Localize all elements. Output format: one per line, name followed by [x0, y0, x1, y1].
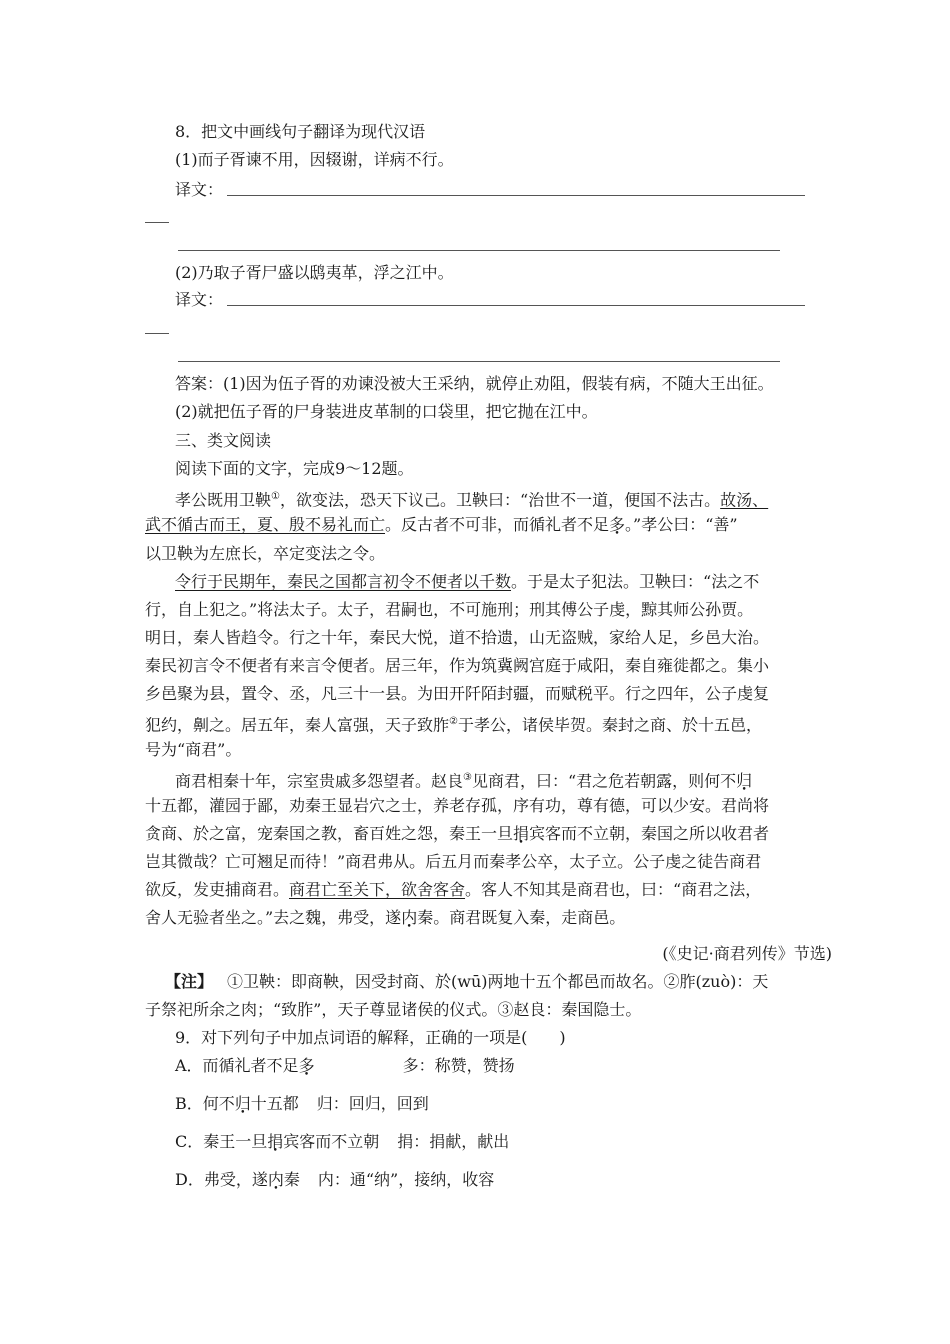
answer-2: (2)就把伍子胥的尸身装进皮革制的口袋里，把它抛在江中。: [175, 402, 598, 421]
passage-p1-line-2: 武不循古而王，夏、殷不易礼而亡。反古者不可非，而循礼者不足多。”孝公曰：“善”: [145, 515, 738, 534]
note-label: 【注】: [165, 972, 214, 991]
answer-line[interactable]: [178, 250, 780, 251]
passage-p2-line-5: 乡邑聚为县，置令、丞，凡三十一县。为田开阡陌封疆，而赋税平。行之四年，公子虔复: [145, 684, 770, 703]
translation-label-2: 译文：: [175, 290, 224, 309]
passage-source: (《史记·商君列传》节选): [662, 944, 832, 963]
dotted-word: 内: [401, 908, 418, 927]
q9-title: 9．对下列句子中加点词语的解释，正确的一项是( ): [175, 1028, 566, 1047]
q9-option-c: C．秦王一旦捐宾客而不立朝 捐：捐献，献出: [175, 1132, 510, 1151]
passage-p3-line-6: 舍人无验者坐之。”去之魏，弗受，遂内秦。商君既复入秦，走商邑。: [145, 908, 626, 927]
q9-option-a: A．而循礼者不足多 多：称赞，赞扬: [175, 1056, 515, 1075]
dotted-word: 多: [609, 515, 626, 534]
passage-p2-line-1: 令行于民期年，秦民之国都言初令不便者以千数。于是太子犯法。卫鞅曰：“法之不: [175, 572, 760, 591]
answer-line[interactable]: [227, 195, 805, 196]
passage-p2-line-3: 明日，秦人皆趋令。行之十年，秦民大悦，道不拾遗，山无盗贼，家给人足，乡邑大治。: [145, 628, 770, 647]
passage-p2-line-6: 犯约，劓之。居五年，秦人富强，天子致胙②于孝公，诸侯毕贺。秦封之商、於十五邑，: [145, 715, 762, 735]
q9-option-b: B．何不归十五都 归：回归，回到: [175, 1094, 429, 1113]
note-line-1: 【注】 ①卫鞅：即商鞅，因受封商、於(wū)两地十五个都邑而故名。②胙(zuò)：天: [165, 972, 769, 991]
answer-line[interactable]: [178, 361, 780, 362]
passage-p3-line-3: 贪商、於之富，宠秦国之教，畜百姓之怨，秦王一旦捐宾客而不立朝，秦国之所以收君者: [145, 824, 770, 843]
dotted-word: 归: [234, 1094, 251, 1113]
passage-p1-line-1: 孝公既用卫鞅①，欲变法，恐天下议己。卫鞅曰：“治世不一道，便国不法古。故汤、: [175, 490, 769, 510]
section-title: 三、类文阅读: [175, 431, 272, 450]
passage-p3-line-4: 岂其微哉？亡可翘足而待！”商君弗从。后五月而秦孝公卒，太子立。公子虔之徒告商君: [145, 852, 762, 871]
translation-label-1: 译文：: [175, 180, 224, 199]
dotted-word: 多: [298, 1056, 315, 1075]
dotted-word: 内: [267, 1170, 284, 1189]
underlined-sentence: 商君亡至关下，欲舍客舍: [289, 880, 466, 899]
passage-p2-line-4: 秦民初言令不便者有来言令便者。居三年，作为筑冀阙宫庭于咸阳，秦自雍徙都之。集小: [145, 656, 770, 675]
q8-sentence-1: (1)而子胥谏不用，因辍谢，详病不行。: [175, 150, 454, 169]
dotted-word: 捐: [267, 1132, 284, 1151]
q8-title: 8．把文中画线句子翻译为现代汉语: [175, 122, 426, 141]
dotted-word: 归: [736, 771, 753, 791]
passage-p3-line-5: 欲反，发吏捕商君。商君亡至关下，欲舍客舍。客人不知其是商君也，曰：“商君之法，: [145, 880, 762, 899]
passage-p2-line-7: 号为“商君”。: [145, 740, 242, 759]
section-instruction: 阅读下面的文字，完成9～12题。: [175, 459, 414, 478]
underlined-sentence: 故汤、: [720, 490, 769, 510]
answer-line-stub: [145, 333, 169, 334]
passage-p3-line-2: 十五都，灌园于鄙，劝秦王显岩穴之士，养老存孤，序有功，尊有德，可以少安。君尚将: [145, 796, 770, 815]
q8-sentence-2: (2)乃取子胥尸盛以鸱夷革，浮之江中。: [175, 263, 454, 282]
passage-p3-line-1: 商君相秦十年，宗室贵戚多怨望者。赵良③见商君，曰：“君之危若朝露，则何不归: [175, 771, 753, 791]
q9-option-d: D．弗受，遂内秦 内：通“纳”，接纳，收容: [175, 1170, 495, 1189]
passage-p2-line-2: 行，自上犯之。”将法太子。太子，君嗣也，不可施刑；刑其傅公子虔，黥其师公孙贾。: [145, 600, 754, 619]
note-line-2: 子祭祀所余之肉；“致胙”，天子尊显诸侯的仪式。③赵良：秦国隐士。: [145, 1000, 642, 1019]
answer-1: 答案：(1)因为伍子胥的劝谏没被大王采纳，就停止劝阻，假装有病，不随大王出征。: [175, 374, 774, 393]
underlined-sentence: 令行于民期年，秦民之国都言初令不便者以千数: [175, 572, 512, 591]
dotted-word: 捐: [513, 824, 530, 843]
answer-line[interactable]: [227, 305, 805, 306]
answer-line-stub: [145, 222, 169, 223]
underlined-sentence: 武不循古而王，夏、殷不易礼而亡: [145, 515, 386, 534]
passage-p1-line-3: 以卫鞅为左庶长，卒定变法之令。: [145, 544, 386, 563]
